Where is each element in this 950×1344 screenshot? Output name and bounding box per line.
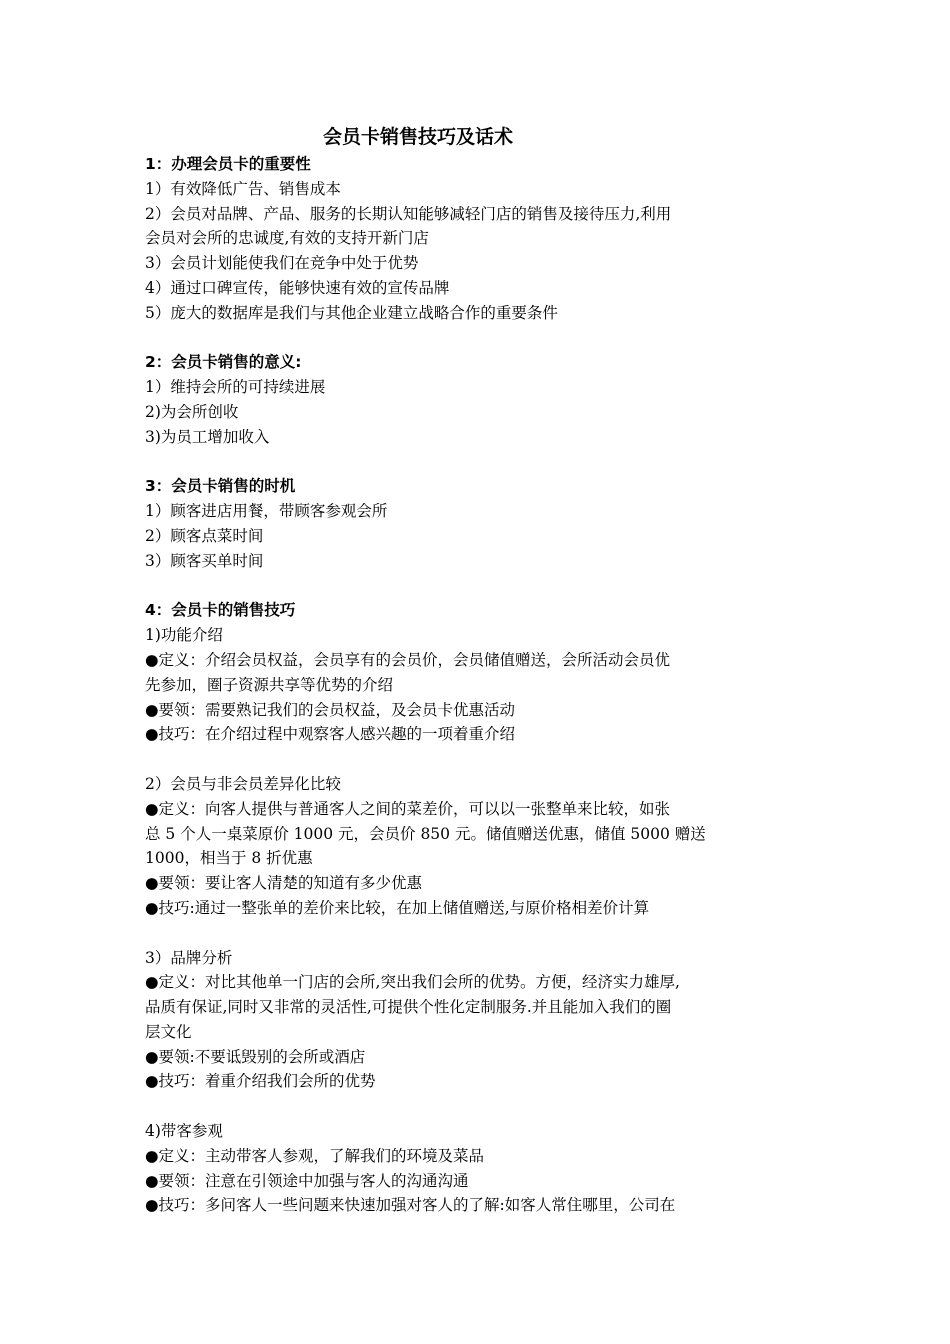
paragraph-line: 3)为员工增加收入 — [145, 427, 270, 446]
paragraph-line: 4）通过口碑宣传，能够快速有效的宣传品牌 — [145, 278, 450, 297]
paragraph-line: 3）会员计划能使我们在竞争中处于优势 — [145, 254, 419, 273]
section-heading-2: 2：会员卡销售的意义: — [145, 353, 302, 372]
document-page — [145, 122, 815, 1218]
blank-line — [145, 921, 815, 946]
section-heading-1: 1：办理会员卡的重要性 — [145, 155, 311, 173]
subsection-title: 2）会员与非会员差异化比较 — [145, 774, 341, 793]
bullet-line: ●技巧：着重介绍我们会所的优势 — [145, 1072, 376, 1091]
paragraph-line: 会员对会所的忠诚度,有效的支持开新门店 — [145, 229, 429, 248]
subsection-title: 4)带客参观 — [145, 1122, 223, 1141]
blank-line — [145, 747, 815, 772]
bullet-line: ●技巧：在介绍过程中观察客人感兴趣的一项着重介绍 — [145, 725, 516, 744]
paragraph-line: 层文化 — [145, 1022, 192, 1041]
bullet-line: ●要领:不要诋毁别的会所或酒店 — [145, 1047, 366, 1066]
bullet-line: ●技巧:通过一整张单的差价来比较，在加上储值赠送,与原价格相差价计算 — [145, 898, 650, 917]
subsection-title: 3）品牌分析 — [145, 948, 233, 967]
section-heading-3: 3：会员卡销售的时机 — [145, 477, 296, 496]
bullet-line: ●定义：主动带客人参观，了解我们的环境及菜品 — [145, 1146, 485, 1165]
paragraph-line: 1000，相当于 8 折优惠 — [145, 849, 313, 868]
paragraph-line: 3）顾客买单时间 — [145, 551, 264, 570]
bullet-line: ●要领：要让客人清楚的知道有多少优惠 — [145, 874, 423, 893]
bullet-line: ●要领：注意在引领途中加强与客人的沟通沟通 — [145, 1171, 469, 1190]
blank-line — [145, 574, 815, 599]
paragraph-line: 5）庞大的数据库是我们与其他企业建立战略合作的重要条件 — [145, 303, 558, 322]
section-heading-4: 4：会员卡的销售技巧 — [145, 601, 296, 620]
bullet-line: ●要领：需要熟记我们的会员权益，及会员卡优惠活动 — [145, 700, 516, 719]
paragraph-line: 总 5 个人一桌菜原价 1000 元，会员价 850 元。储值赠送优惠，储值 5000 赠送 — [145, 824, 706, 843]
document-title: 会员卡销售技巧及话术 — [323, 126, 514, 148]
paragraph-line: 1）顾客进店用餐，带顾客参观会所 — [145, 502, 388, 521]
paragraph-line: 先参加，圈子资源共享等优势的介绍 — [145, 675, 394, 694]
paragraph-line: 2)为会所创收 — [145, 402, 239, 421]
paragraph-line: 1）维持会所的可持续进展 — [145, 378, 326, 397]
bullet-line: ●技巧：多问客人一些问题来快速加强对客人的了解:如客人常住哪里，公司在 — [145, 1196, 676, 1215]
bullet-line: ●定义：向客人提供与普通客人之间的菜差价，可以以一张整单来比较，如张 — [145, 799, 671, 818]
subsection-title: 1)功能介绍 — [145, 626, 223, 645]
blank-line — [145, 1094, 815, 1119]
bullet-line: ●定义：介绍会员权益，会员享有的会员价，会员储值赠送，会所活动会员优 — [145, 650, 671, 669]
paragraph-line: 1）有效降低广告、销售成本 — [145, 179, 341, 198]
paragraph-line: 2）顾客点菜时间 — [145, 526, 264, 545]
blank-line — [145, 326, 815, 351]
paragraph-line: 2）会员对品牌、产品、服务的长期认知能够减轻门店的销售及接待压力,利用 — [145, 204, 672, 223]
bullet-line: ●定义：对比其他单一门店的会所,突出我们会所的优势。方便，经济实力雄厚, — [145, 973, 680, 992]
blank-line — [145, 450, 815, 475]
paragraph-line: 品质有保证,同时又非常的灵活性,可提供个性化定制服务.并且能加入我们的圈 — [145, 998, 672, 1017]
